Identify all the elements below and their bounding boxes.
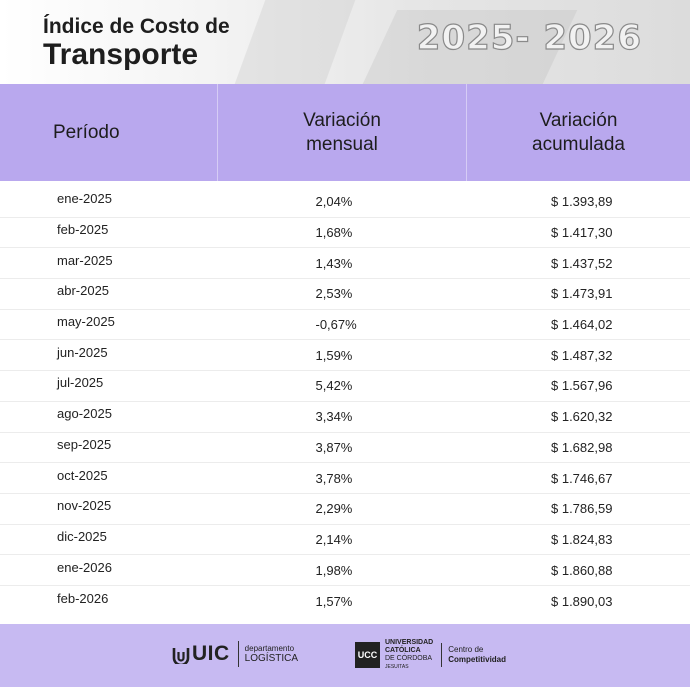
column-header-mensual-label: Variación mensual bbox=[303, 109, 381, 155]
cell-mensual-value: 2,53% bbox=[315, 286, 353, 302]
cell-mensual-value: 1,43% bbox=[315, 255, 353, 271]
table-header bbox=[0, 84, 690, 181]
cell-mensual-value: 1,68% bbox=[315, 225, 353, 241]
cell-acumulada: $ 1.437,52 bbox=[551, 255, 613, 271]
dept-line-1: departamento bbox=[244, 644, 295, 653]
cell-mensual bbox=[218, 409, 467, 424]
cell-periodo: ene-2025 bbox=[57, 191, 112, 207]
table-row bbox=[0, 463, 690, 494]
table-row bbox=[0, 187, 690, 218]
uic-wordmark: UIC bbox=[192, 642, 230, 665]
cell-mensual bbox=[218, 317, 467, 332]
cell-mensual bbox=[218, 563, 467, 578]
table-row bbox=[0, 586, 690, 617]
cell-mensual bbox=[218, 348, 467, 363]
cell-acumulada: $ 1.487,32 bbox=[551, 347, 613, 363]
cell-acumulada: $ 1.620,32 bbox=[551, 409, 613, 425]
cell-periodo: dic-2025 bbox=[57, 528, 107, 544]
cell-mensual-value: 2,29% bbox=[315, 501, 353, 517]
cell-periodo: ene-2026 bbox=[57, 559, 112, 575]
cell-mensual-value: 2,14% bbox=[315, 531, 353, 547]
column-header-mensual bbox=[218, 84, 467, 181]
centro-line-2: Competitividad bbox=[448, 655, 507, 664]
column-header-periodo: Período bbox=[0, 84, 218, 181]
cell-acumulada: $ 1.786,59 bbox=[551, 501, 613, 517]
cell-periodo: jun-2025 bbox=[57, 344, 108, 360]
cell-mensual bbox=[218, 501, 467, 516]
table-row bbox=[0, 340, 690, 371]
cell-mensual bbox=[218, 256, 467, 271]
ucc-badge: UCC bbox=[355, 642, 380, 668]
ucc-name bbox=[385, 639, 433, 671]
cell-mensual-value: 1,57% bbox=[315, 593, 353, 609]
cell-acumulada: $ 1.417,30 bbox=[551, 225, 613, 241]
cell-mensual-value: 3,87% bbox=[315, 439, 353, 455]
cell-mensual bbox=[218, 194, 467, 209]
cell-mensual bbox=[218, 594, 467, 609]
ucc-line-3: DE CÓRDOBA bbox=[385, 655, 433, 662]
page-title bbox=[43, 15, 230, 71]
table-row bbox=[0, 248, 690, 279]
cell-mensual-value: 2,04% bbox=[315, 194, 353, 210]
cell-acumulada: $ 1.860,88 bbox=[551, 562, 613, 578]
centro-label bbox=[448, 645, 506, 665]
cell-acumulada: $ 1.567,96 bbox=[551, 378, 613, 394]
cell-acumulada: $ 1.682,98 bbox=[551, 439, 613, 455]
table-row bbox=[0, 555, 690, 586]
header bbox=[0, 0, 690, 84]
uic-mark-icon bbox=[172, 644, 190, 664]
table-row bbox=[0, 218, 690, 249]
cell-mensual-value: 3,78% bbox=[315, 470, 353, 486]
table-row bbox=[0, 371, 690, 402]
cell-periodo: mar-2025 bbox=[57, 252, 113, 268]
cell-mensual bbox=[218, 532, 467, 547]
uic-logo bbox=[172, 641, 298, 667]
cell-acumulada: $ 1.824,83 bbox=[551, 531, 613, 547]
cell-periodo: may-2025 bbox=[57, 314, 115, 330]
cell-periodo: nov-2025 bbox=[57, 498, 112, 514]
cell-acumulada: $ 1.473,91 bbox=[551, 286, 613, 302]
footer bbox=[0, 624, 690, 687]
cell-periodo: ago-2025 bbox=[57, 406, 112, 422]
cell-mensual bbox=[218, 225, 467, 240]
cell-mensual-value: 3,34% bbox=[315, 409, 353, 425]
title-line-1: Índice de Costo de bbox=[43, 15, 230, 38]
table-row bbox=[0, 433, 690, 464]
cell-periodo: oct-2025 bbox=[57, 467, 108, 483]
cell-mensual bbox=[218, 286, 467, 301]
cell-periodo: jul-2025 bbox=[57, 375, 104, 391]
cell-mensual-value: 1,98% bbox=[315, 562, 353, 578]
dept-line-2: LOGÍSTICA bbox=[244, 653, 299, 664]
cell-mensual bbox=[218, 440, 467, 455]
divider bbox=[238, 641, 239, 667]
year-range: 2025- 2026 bbox=[416, 18, 642, 58]
cell-acumulada: $ 1.746,67 bbox=[551, 470, 613, 486]
ucc-line-2: CATÓLICA bbox=[385, 647, 421, 654]
title-line-2: Transporte bbox=[43, 38, 199, 71]
table-row bbox=[0, 279, 690, 310]
cell-periodo: feb-2026 bbox=[57, 590, 109, 606]
table-body bbox=[0, 187, 690, 617]
cell-mensual-value: 1,59% bbox=[315, 347, 353, 363]
divider bbox=[441, 643, 442, 667]
cell-periodo: abr-2025 bbox=[57, 283, 110, 299]
table-row bbox=[0, 494, 690, 525]
cell-acumulada: $ 1.464,02 bbox=[551, 317, 613, 333]
table-row bbox=[0, 525, 690, 556]
ucc-line-4: JESUITAS bbox=[385, 664, 409, 670]
department-label bbox=[245, 644, 298, 664]
table-row bbox=[0, 402, 690, 433]
cell-mensual bbox=[218, 471, 467, 486]
cell-mensual-value: 5,42% bbox=[315, 378, 353, 394]
cell-periodo: feb-2025 bbox=[57, 222, 109, 238]
ucc-line-1: UNIVERSIDAD bbox=[385, 639, 434, 646]
table-row bbox=[0, 310, 690, 341]
cell-mensual bbox=[218, 378, 467, 393]
header-decoration bbox=[235, 0, 356, 84]
cell-periodo: sep-2025 bbox=[57, 436, 112, 452]
column-header-acumulada-label: Variación acumulada bbox=[532, 109, 625, 155]
ucc-logo bbox=[355, 639, 506, 671]
centro-line-1: Centro de bbox=[448, 645, 484, 654]
column-header-acumulada bbox=[467, 84, 690, 181]
cell-mensual-value: -0,67% bbox=[315, 317, 357, 333]
cell-acumulada: $ 1.890,03 bbox=[551, 593, 613, 609]
cell-acumulada: $ 1.393,89 bbox=[551, 194, 613, 210]
